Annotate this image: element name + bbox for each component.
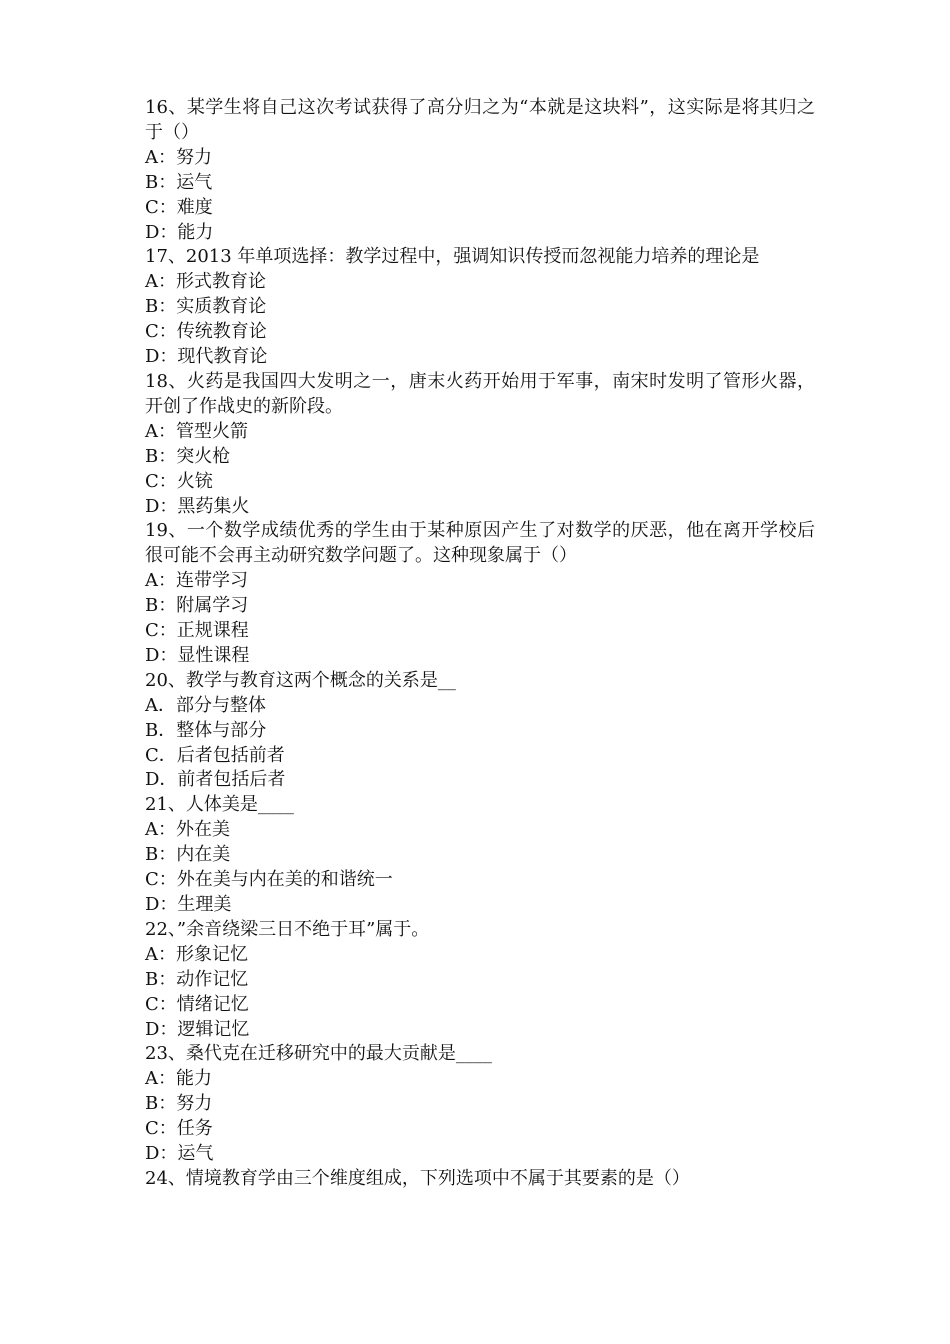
question-stem: 24、情境教育学由三个维度组成，下列选项中不属于其要素的是（）	[145, 1167, 690, 1189]
option-b: B：运气	[145, 171, 213, 193]
option-a: A：形式教育论	[145, 271, 266, 293]
option-b: B．整体与部分	[145, 719, 267, 741]
option-b: B：实质教育论	[145, 296, 267, 318]
question-18	[145, 370, 815, 519]
option-c: C：任务	[145, 1118, 213, 1140]
question-stem: 21、人体美是____	[145, 794, 294, 816]
option-b: B：内在美	[145, 844, 231, 866]
option-c: C：传统教育论	[145, 321, 267, 343]
option-b: B：突火枪	[145, 445, 231, 467]
option-c: C：难度	[145, 196, 213, 218]
option-b: B：努力	[145, 1093, 213, 1115]
option-c: C．后者包括前者	[145, 744, 285, 766]
question-22	[145, 918, 815, 1043]
question-stem: 22、”余音绕梁三日不绝于耳”属于。	[145, 918, 430, 940]
question-20	[145, 669, 815, 794]
option-a: A：管型火箭	[145, 420, 248, 442]
question-stem: 23、桑代克在迁移研究中的最大贡献是____	[145, 1043, 492, 1065]
option-d: D：黑药集火	[145, 495, 250, 517]
option-c: C：外在美与内在美的和谐统一	[145, 869, 393, 891]
option-d: D：能力	[145, 221, 214, 243]
question-23	[145, 1042, 815, 1167]
question-24	[145, 1167, 815, 1192]
option-c: C：火铳	[145, 470, 213, 492]
question-stem: 19、一个数学成绩优秀的学生由于某种原因产生了对数学的厌恶，他在离开学校后很可能不会再主动研究数学问题了。这种现象属于（）	[145, 520, 815, 567]
question-stem: 16、某学生将自己这次考试获得了高分归之为“本就是这块料”，这实际是将其归之于（）	[145, 97, 815, 143]
option-d: D：显性课程	[145, 644, 250, 666]
option-d: D：现代教育论	[145, 346, 268, 368]
question-stem: 20、教学与教育这两个概念的关系是__	[145, 669, 456, 691]
option-d: D：生理美	[145, 894, 232, 915]
question-stem: 18、火药是我国四大发明之一，唐末火药开始用于军事，南宋时发明了管形火器，开创了作战史的新阶段。	[145, 370, 815, 417]
option-d: D．前者包括后者	[145, 769, 286, 791]
option-a: A：努力	[145, 146, 212, 168]
document-page	[145, 96, 815, 1192]
option-c: C：正规课程	[145, 620, 249, 642]
option-a: A．部分与整体	[145, 694, 266, 716]
option-b: B：动作记忆	[145, 968, 249, 990]
option-a: A：连带学习	[145, 570, 248, 592]
question-16	[145, 96, 815, 245]
option-a: A：外在美	[145, 819, 230, 841]
option-a: A：能力	[145, 1068, 212, 1090]
option-d: D：逻辑记忆	[145, 1018, 250, 1040]
option-b: B：附属学习	[145, 595, 249, 617]
option-a: A：形象记忆	[145, 943, 248, 965]
option-d: D：运气	[145, 1143, 214, 1165]
question-17	[145, 245, 815, 370]
question-stem: 17、2013 年单项选择：教学过程中，强调知识传授而忽视能力培养的理论是	[145, 246, 760, 268]
question-21	[145, 793, 815, 918]
question-19	[145, 519, 815, 668]
option-c: C：情绪记忆	[145, 993, 249, 1015]
